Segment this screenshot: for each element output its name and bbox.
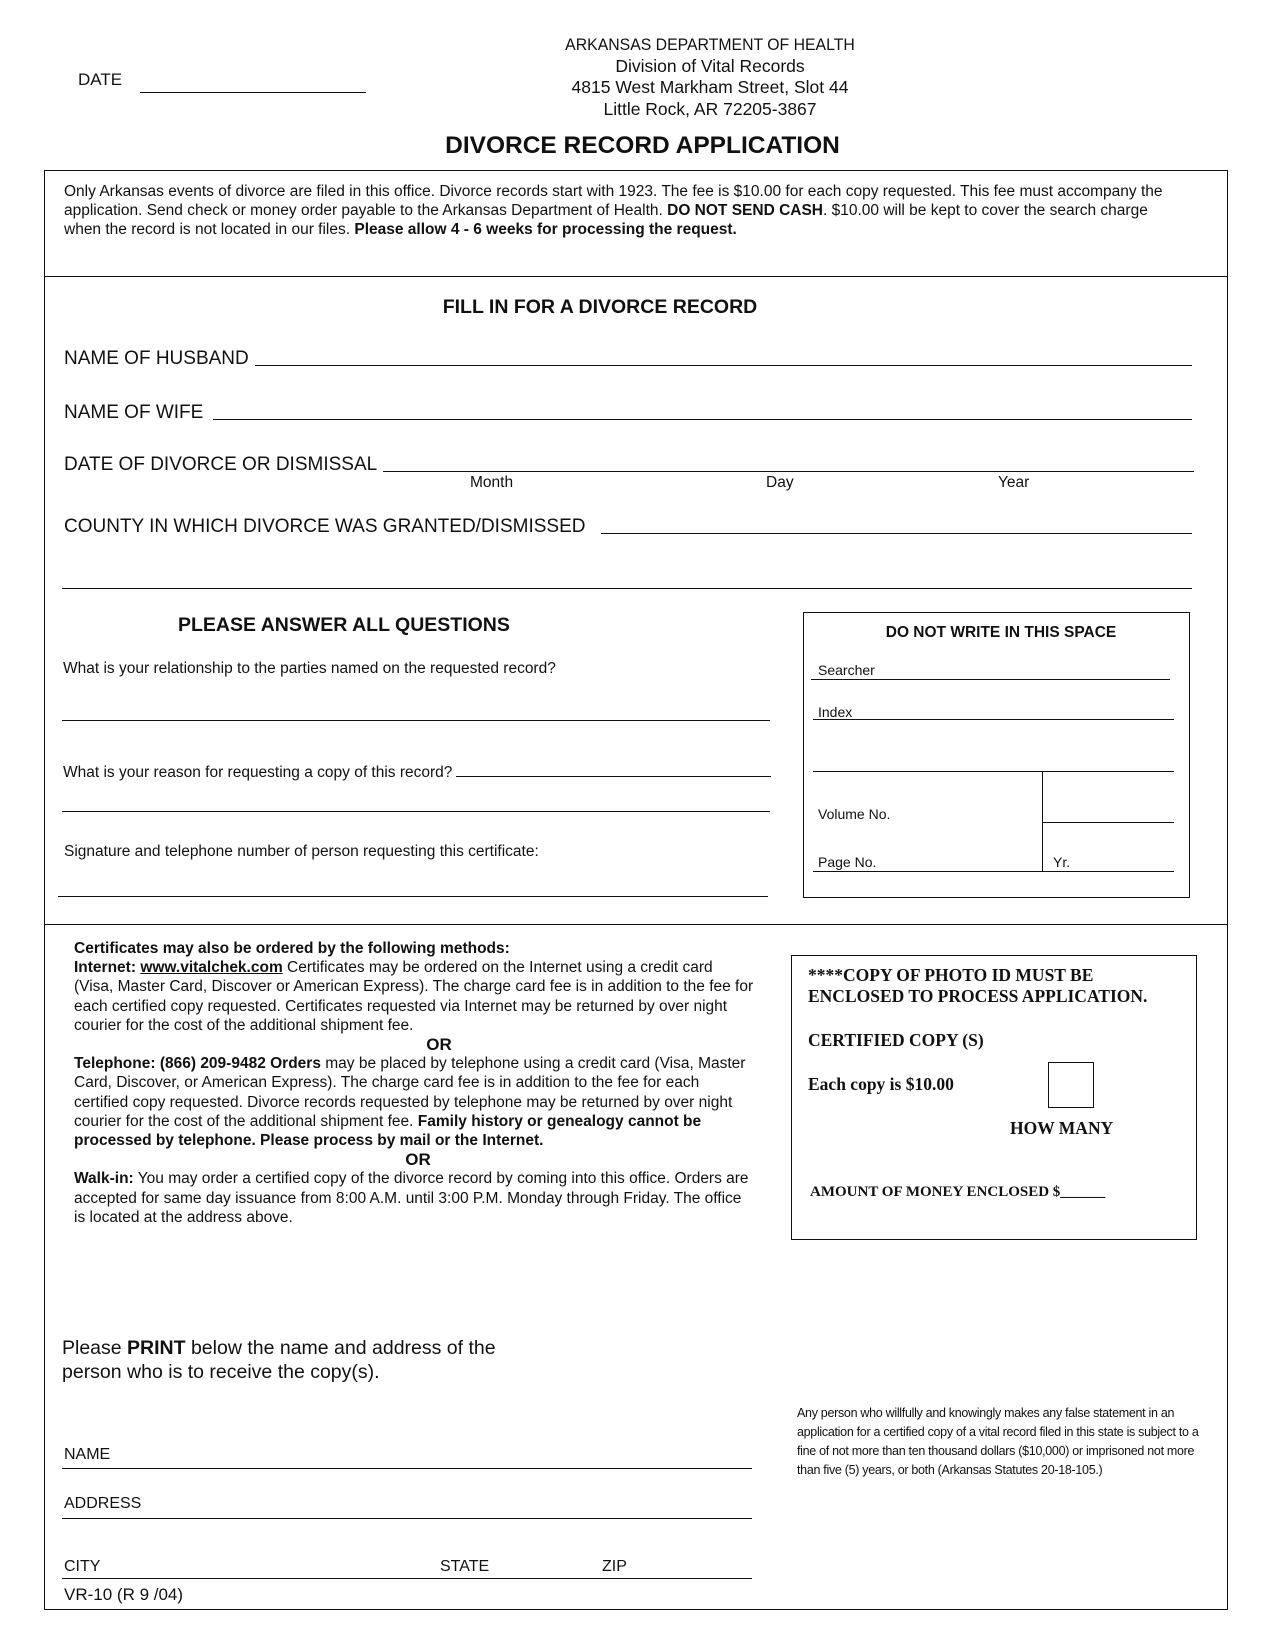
walkin-label: Walk-in: [74,1170,134,1188]
yr-label: Yr. [1053,854,1071,870]
internet-text: Certificates may be ordered on the Internet using a credit card (Visa, Master Card, Discover or American Express). The charge card fee is in addition to the fee for each certified copy requested. Certificates requested via Internet may be returned by over night courier for the cost of the additional shipment fee. [74,959,754,1034]
county-label: COUNTY IN WHICH DIVORCE WAS GRANTED/DISMISSED [64,516,586,537]
searcher-label: Searcher [818,662,875,678]
intro-text [64,182,1174,239]
telephone-note: Family history or genealogy cannot be processed by telephone. Please process by mail or the Internet. [74,1112,702,1150]
walkin-text: You may order a certified copy of the divorce record by coming into this office. Orders are accepted for same day issuance from 8:00 A.M. until 3:00 P.M. Monday through Friday. The office is located at the address above. [74,1170,749,1226]
county-field[interactable] [64,512,1192,538]
how-many-checkbox[interactable] [1048,1062,1094,1108]
wife-name-line[interactable] [213,419,1192,420]
wife-name-field[interactable] [64,398,1192,424]
agency-city: Little Rock, AR 72205-3867 [603,98,817,119]
do-not-send-cash: DO NOT SEND CASH [667,202,823,219]
husband-name-label: NAME OF HUSBAND [64,348,249,369]
internet-method [74,958,754,1035]
signature-line[interactable] [58,896,768,897]
recipient-name-label: NAME [64,1446,111,1463]
index-label: Index [818,704,853,720]
recipient-address-label: ADDRESS [64,1495,142,1512]
intro-text-b: . $10.00 will be kept to cover the search charge when the record is not located in our files. [64,202,1148,238]
month-caption: Month [470,474,514,491]
section-divider-1 [44,276,1228,277]
date-field[interactable] [140,92,366,93]
divorce-section-heading: FILL IN FOR A DIVORCE RECORD [442,296,758,318]
print-instruction-1 [62,1337,496,1360]
how-many-label: HOW MANY [1010,1118,1114,1138]
amount-enclosed-label: AMOUNT OF MONEY ENCLOSED $______ [810,1184,1106,1200]
form-number: VR-10 (R 9 /04) [64,1585,184,1604]
volume-label: Volume No. [818,806,891,822]
agency-name: ARKANSAS DEPARTMENT OF HEALTH [565,35,855,54]
agency-street: 4815 West Markham Street, Slot 44 [571,77,849,97]
recipient-address-line[interactable] [62,1518,752,1519]
or-separator-2: OR [405,1150,431,1170]
agency-division: Division of Vital Records [615,55,805,76]
husband-name-field[interactable] [64,344,1192,370]
relationship-question: What is your relationship to the parties named on the requested record? [63,660,556,677]
intro-text-a: Only Arkansas events of divorce are filed in this office. Divorce records start with 1923. The fee is $10.00 for each copy requested. This fee must accompany the application. Send check or money order payable to the Arkansas Department of Health. [64,183,1163,219]
telephone-label: Telephone: (866) 209-9482 Orders [74,1055,321,1073]
certified-copy-label: CERTIFIED COPY (S) [808,1030,984,1050]
reason-field[interactable] [63,760,771,782]
section-divider-2 [44,924,1228,925]
print-post: below the name and address of the [185,1337,496,1359]
reason-answer-line-2[interactable] [62,811,770,812]
form-title: DIVORCE RECORD APPLICATION [445,132,840,159]
telephone-method [74,1054,754,1150]
print-emphasis: PRINT [127,1337,186,1359]
order-methods [74,939,754,1227]
index-line[interactable] [813,719,1174,720]
each-copy-fee: Each copy is $10.00 [808,1074,954,1094]
recipient-city-line[interactable] [62,1578,752,1579]
recipient-state-label: STATE [440,1558,490,1575]
divorce-date-label: DATE OF DIVORCE OR DISMISSAL [64,454,378,475]
legal-notice: Any person who willfully and knowingly makes any false statement in an application for a certified copy of a vital record filed in this state is subject to a fine of not more than ten thousand dollars ($10,000) or imprisoned not more than five (5) years, or both (Arkansas Statutes 20-18-105.) [797,1406,1199,1477]
page-label: Page No. [818,854,877,870]
county-line[interactable] [601,533,1192,534]
telephone-text: may be placed by telephone using a credit card (Visa, Master Card, Discover, or American Express). The charge card fee is in addition to the fee for each certified copy requested. Divorce records requested by telephone may be returned by over night courier for the cost of the additional shipment fee. [74,1055,746,1130]
walkin-method [74,1169,754,1227]
office-line-3[interactable] [813,771,1174,772]
internet-label: Internet: [74,959,136,977]
page-line[interactable] [813,871,1174,872]
vitalchek-link[interactable]: www.vitalchek.com [140,959,283,977]
photo-id-line-2: ENCLOSED TO PROCESS APPLICATION. [808,986,1148,1006]
signature-label: Signature and telephone number of person requesting this certificate: [64,843,539,860]
print-instruction-2: person who is to receive the copy(s). [62,1361,380,1383]
recipient-name-line[interactable] [62,1468,752,1469]
wife-name-label: NAME OF WIFE [64,402,204,423]
processing-time: Please allow 4 - 6 weeks for processing the request. [354,221,737,238]
divorce-date-field[interactable] [64,450,1194,476]
office-use-heading: DO NOT WRITE IN THIS SPACE [885,624,1117,641]
day-caption: Day [766,474,794,491]
or-separator-1: OR [426,1035,452,1055]
searcher-line[interactable] [811,679,1170,680]
date-label: DATE [78,70,123,89]
print-pre: Please [62,1337,128,1359]
methods-heading: Certificates may also be ordered by the following methods: [74,940,510,957]
divorce-date-line[interactable] [383,471,1194,472]
county-line-2[interactable] [62,588,1192,589]
photo-id-line-1: ****COPY OF PHOTO ID MUST BE [808,965,1094,985]
volume-line[interactable] [1043,822,1174,823]
recipient-zip-label: ZIP [602,1558,627,1575]
questions-heading: PLEASE ANSWER ALL QUESTIONS [178,614,510,636]
agency-address [500,34,920,120]
relationship-answer-line[interactable] [62,720,770,721]
reason-answer-line[interactable] [456,776,771,777]
recipient-city-label: CITY [64,1558,101,1575]
husband-name-line[interactable] [255,365,1192,366]
reason-question: What is your reason for requesting a copy of this record? [63,764,453,781]
year-caption: Year [998,474,1030,491]
